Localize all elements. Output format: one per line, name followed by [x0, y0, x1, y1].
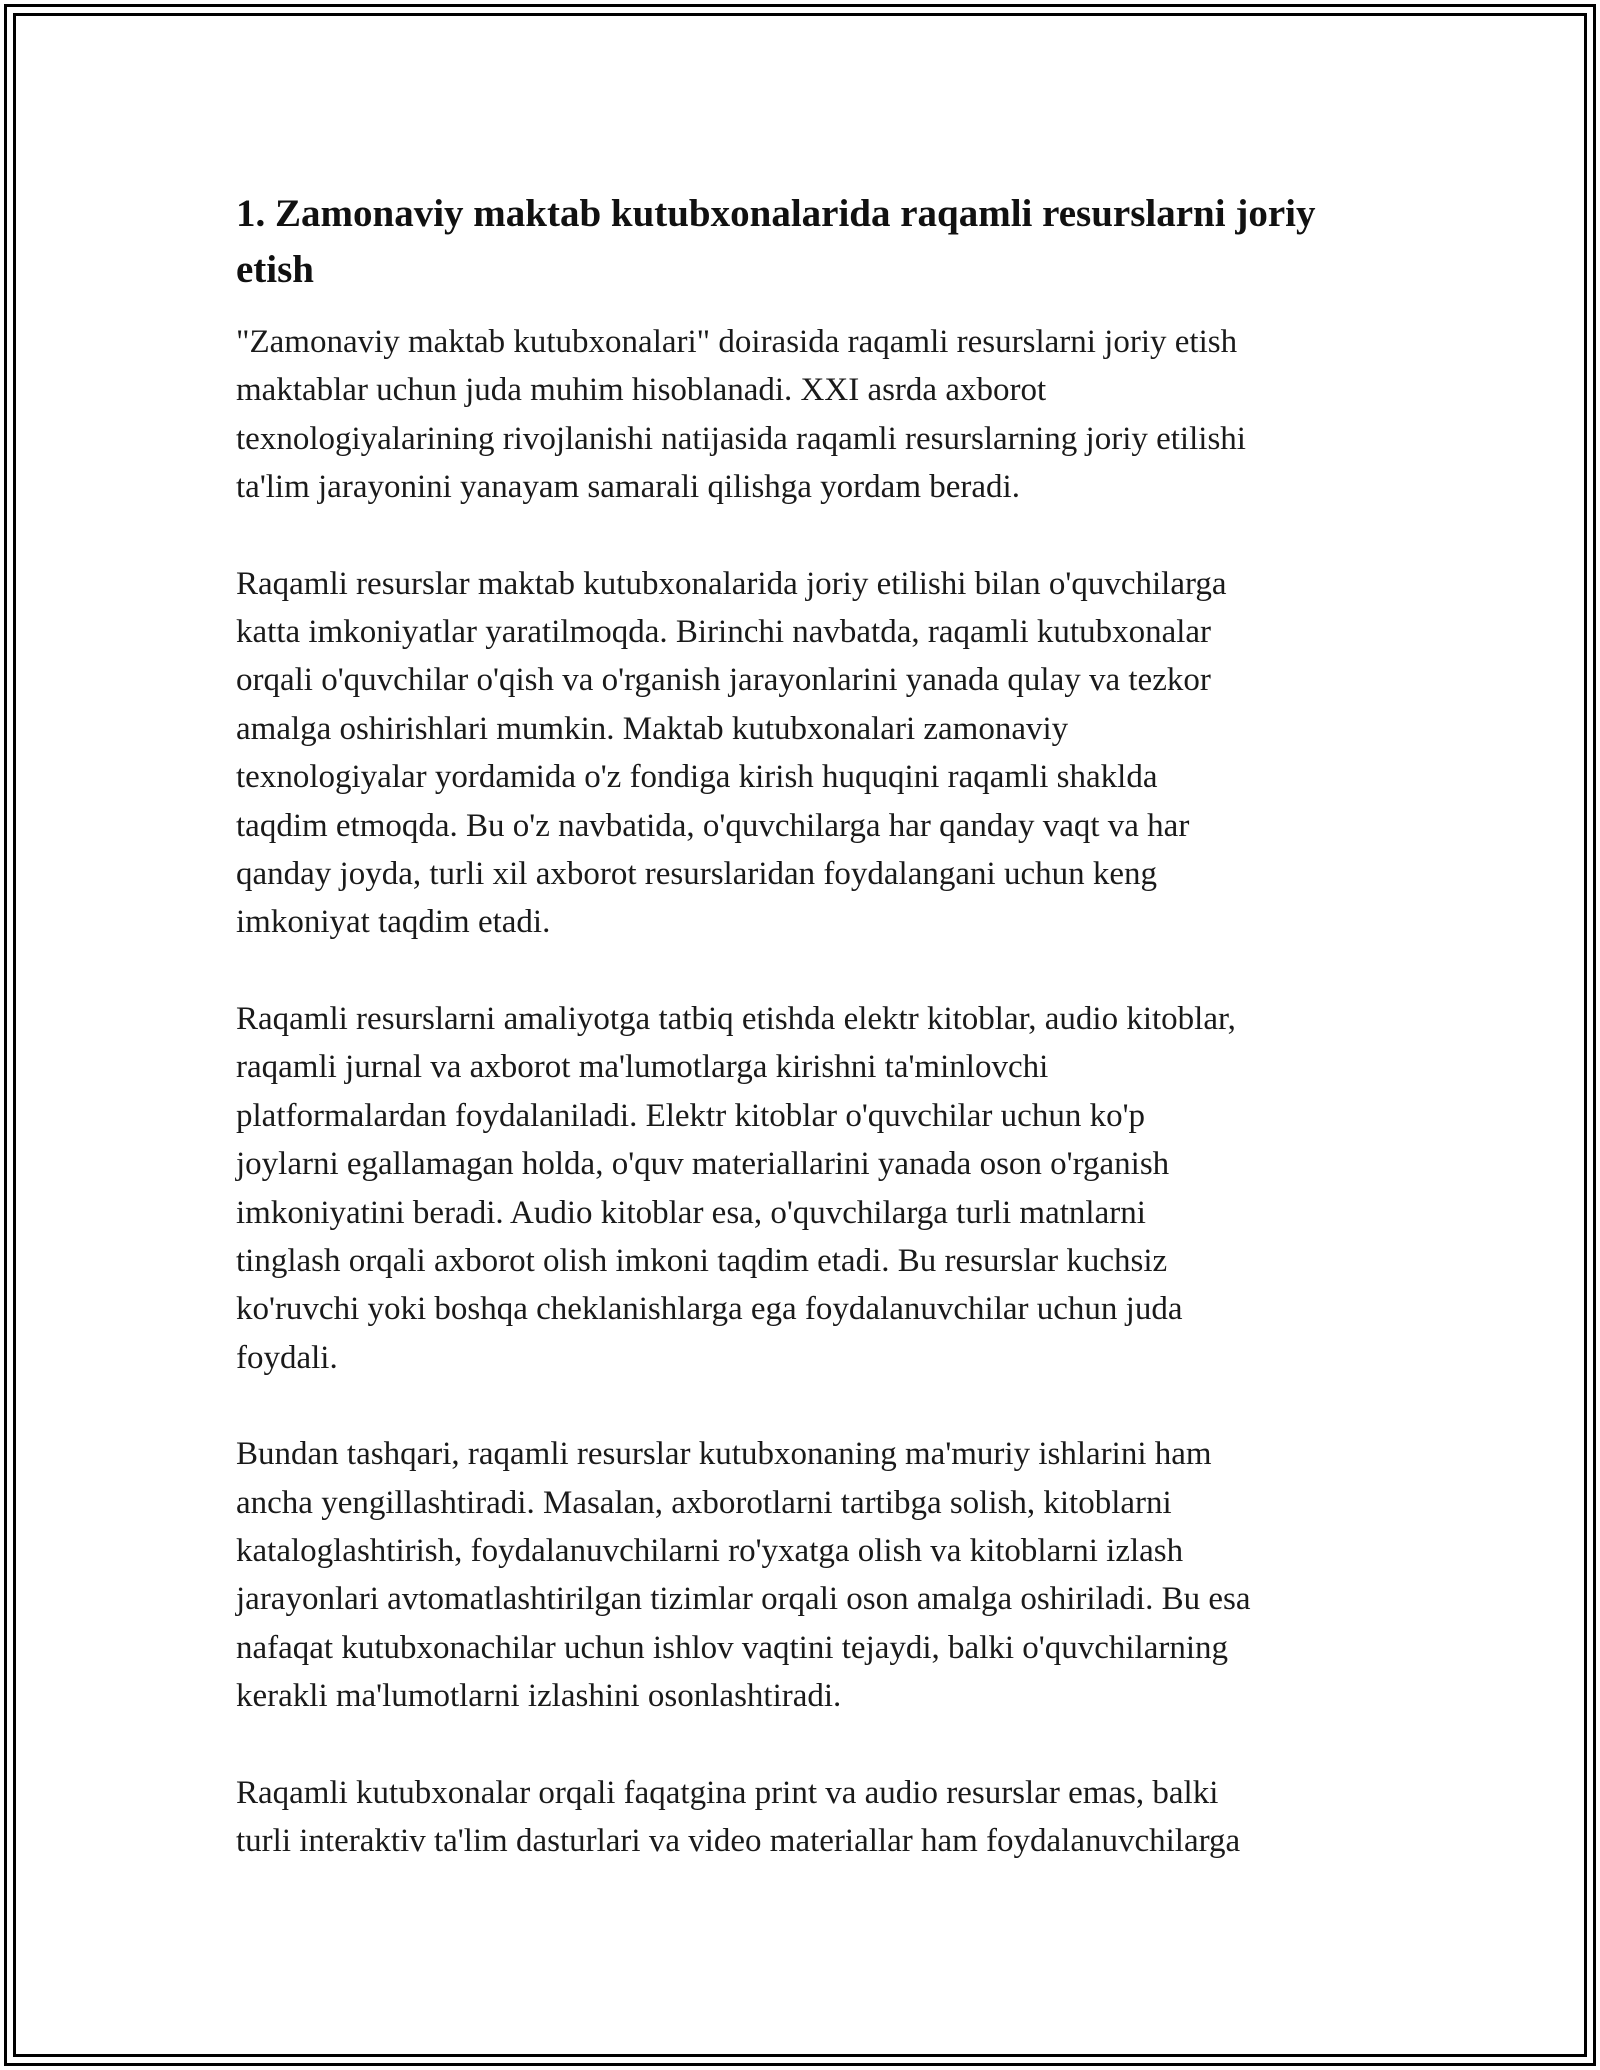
- paragraph-3: Raqamli resurslarni amaliyotga tatbiq etishda elektr kitoblar, audio kitoblar, raqamli jurnal va axborot ma'lumotlarga kirishni ta'minlovchi platformalardan foydalaniladi. Elektr kitoblar o'quvchilar uchun ko'p joylarni egallamagan holda, o'quv materiallarini yanada oson o'rganish imkoniyatini beradi. Audio kitoblar esa, o'quvchilarga turli matnlarni tinglash orqali axborot olish imkoni taqdim etadi. Bu resurslar kuchsiz ko'ruvchi yoki boshqa cheklanishlarga ega foydalanuvchilar uchun juda foydali.: [236, 1000, 1236, 1376]
- document-body: [236, 186, 1366, 1913]
- paragraph-1: "Zamonaviy maktab kutubxonalari" doirasida raqamli resurslarni joriy etish maktablar uchun juda muhim hisoblanadi. XXI asrda axborot texnologiyalarining rivojlanishi natijasida raqamli resurslarning joriy etilishi ta'lim jarayonini yanayam samarali qilishga yordam beradi.: [236, 324, 1246, 506]
- paragraph-5: Raqamli kutubxonalar orqali faqatgina print va audio resurslar emas, balki turli interaktiv ta'lim dasturlari va video materiallar ham foydalanuvchilarga: [236, 1774, 1241, 1859]
- paragraph-2: Raqamli resurslar maktab kutubxonalarida joriy etilishi bilan o'quvchilarga katta imkoniyatlar yaratilmoqda. Birinchi navbatda, raqamli kutubxonalar orqali o'quvchilar o'qish va o'rganish jarayonlarini yanada qulay va tezkor amalga oshirishlari mumkin. Maktab kutubxonalari zamonaviy texnologiyalar yordamida o'z fondiga kirish huquqini raqamli shaklda taqdim etmoqda. Bu o'z navbatida, o'quvchilarga har qanday vaqt va har qanday joyda, turli xil axborot resurslaridan foydalangani uchun keng imkoniyat taqdim etadi.: [236, 565, 1227, 941]
- paragraph-4: Bundan tashqari, raqamli resurslar kutubxonaning ma'muriy ishlarini ham ancha yengillashtiradi. Masalan, axborotlarni tartibga solish, kitoblarni kataloglashtirish, foydalanuvchilarni ro'yxatga olish va kitoblarni izlash jarayonlari avtomatlashtirilgan tizimlar orqali oson amalga oshiriladi. Bu esa nafaqat kutubxonachilar uchun ishlov vaqtini tejaydi, balki o'quvchilarning kerakli ma'lumotlarni izlashini osonlashtiradi.: [236, 1436, 1251, 1715]
- section-heading: 1. Zamonaviy maktab kutubxonalarida raqamli resurslarni joriy etish: [236, 192, 1316, 291]
